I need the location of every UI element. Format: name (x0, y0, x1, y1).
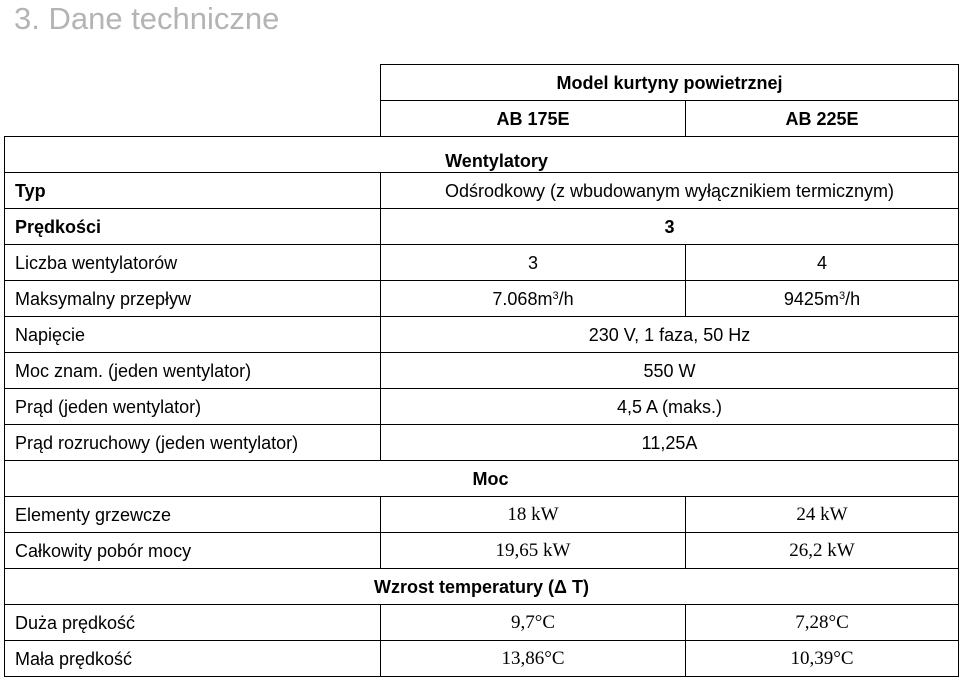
row-label: Całkowity pobór mocy (5, 533, 381, 569)
table-row (5, 173, 959, 209)
model-ab225e: AB 225E (686, 101, 959, 137)
model-ab175e: AB 175E (381, 101, 686, 137)
row-label: Duża prędkość (5, 605, 381, 641)
table-row (5, 605, 959, 641)
empty-corner-cell (5, 101, 381, 137)
row-value: 4,5 A (maks.) (381, 389, 959, 425)
row-label: Prędkości (5, 209, 381, 245)
table-row (5, 425, 959, 461)
row-label: Liczba wentylatorów (5, 245, 381, 281)
table-row (5, 353, 959, 389)
empty-corner-cell (5, 65, 381, 101)
table-row (5, 641, 959, 677)
flow-unit: /h (845, 288, 861, 309)
row-label: Elementy grzewcze (5, 497, 381, 533)
value-ab175e: 18 kW (381, 497, 686, 533)
flow-number: 7.068m (492, 288, 553, 309)
row-label: Typ (5, 173, 381, 209)
row-label: Moc znam. (jeden wentylator) (5, 353, 381, 389)
section-fans-label: Wentylatory (445, 150, 548, 171)
section-temperature-label: Wzrost temperatury (Δ T) (374, 576, 589, 597)
table-row (5, 533, 959, 569)
value-ab225e: 24 kW (686, 497, 959, 533)
section-row (5, 461, 959, 497)
section-temperature (5, 569, 959, 605)
row-value: 11,25A (381, 425, 959, 461)
table-row (5, 281, 959, 317)
flow-exponent: 3 (552, 289, 559, 302)
value-ab175e: 9,7°C (381, 605, 686, 641)
model-header-row (5, 65, 959, 101)
value-ab225e: 10,39°C (686, 641, 959, 677)
section-power-label: Moc (472, 468, 509, 489)
value-ab175e: 13,86°C (381, 641, 686, 677)
section-power (5, 461, 959, 497)
value-ab225e: 4 (686, 245, 959, 281)
table-row (5, 317, 959, 353)
row-label: Maksymalny przepływ (5, 281, 381, 317)
row-label: Mała prędkość (5, 641, 381, 677)
section-fans (5, 137, 959, 173)
table-row (5, 497, 959, 533)
value-ab175e (381, 281, 686, 317)
row-value: 3 (381, 209, 959, 245)
section-row (5, 569, 959, 605)
value-ab225e: 26,2 kW (686, 533, 959, 569)
value-ab225e: 7,28°C (686, 605, 959, 641)
value-ab225e (686, 281, 959, 317)
table-row (5, 389, 959, 425)
value-ab175e: 3 (381, 245, 686, 281)
table-row (5, 209, 959, 245)
row-label: Prąd rozruchowy (jeden wentylator) (5, 425, 381, 461)
technical-data-table (4, 64, 959, 677)
flow-number: 9425m (783, 288, 839, 309)
row-value: Odśrodkowy (z wbudowanym wyłącznikiem termicznym) (381, 173, 959, 209)
flow-exponent: 3 (838, 289, 846, 302)
model-header: Model kurtyny powietrznej (381, 65, 959, 101)
row-label: Prąd (jeden wentylator) (5, 389, 381, 425)
row-value: 550 W (381, 353, 959, 389)
model-names-row (5, 101, 959, 137)
row-label: Napięcie (5, 317, 381, 353)
value-ab175e: 19,65 kW (381, 533, 686, 569)
row-value: 230 V, 1 faza, 50 Hz (381, 317, 959, 353)
section-row (5, 137, 959, 173)
page-title: 3. Dane techniczne (14, 1, 280, 36)
flow-unit: /h (558, 288, 574, 309)
table-row (5, 245, 959, 281)
